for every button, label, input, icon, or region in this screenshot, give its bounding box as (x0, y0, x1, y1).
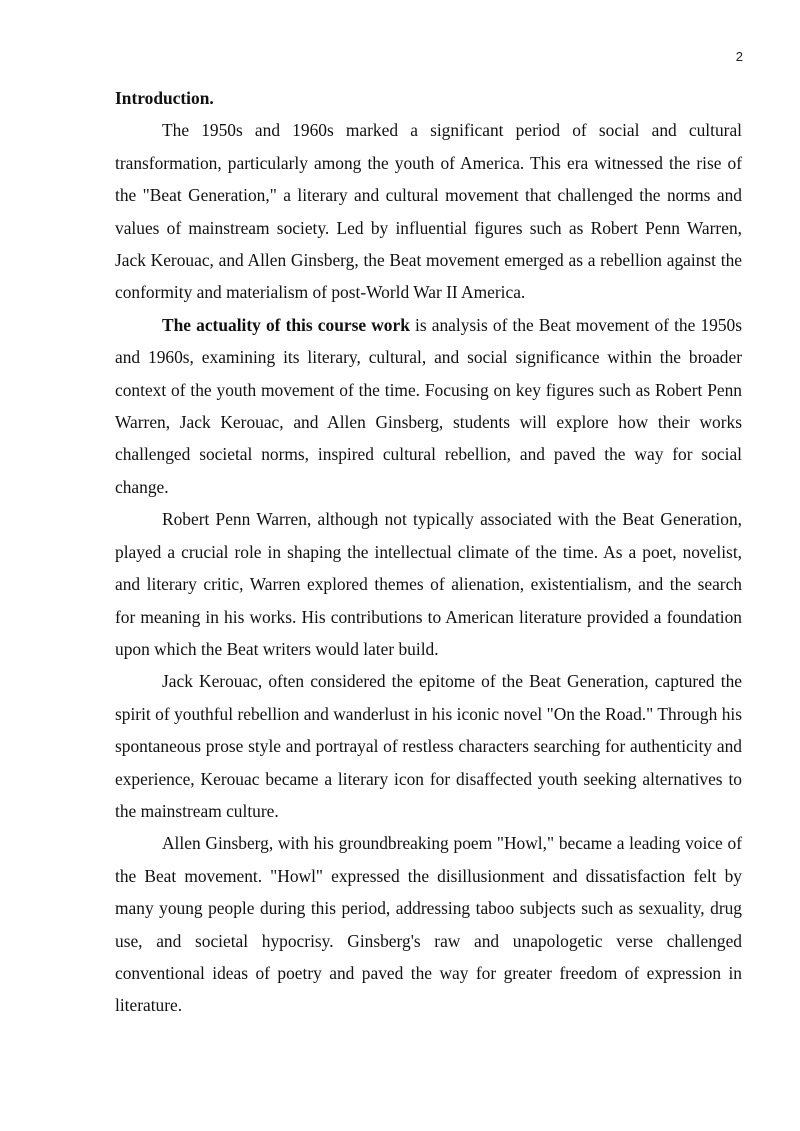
page-content (115, 82, 742, 1022)
paragraph-2-bold-lead: The actuality of this course work (162, 314, 410, 335)
section-heading: Introduction. (115, 88, 214, 108)
paragraph-1: The 1950s and 1960s marked a significant period of social and cultural transformation, particularly among the youth of America. This era witnessed the rise of the "Beat Generation," a literary and cultural movement that challenged the norms and values of mainstream society. Led by influential figures such as Robert Penn Warren, Jack Kerouac, and Allen Ginsberg, the Beat movement emerged as a rebellion against the conformity and materialism of post-World War II America. (115, 120, 742, 303)
page-number: 2 (735, 49, 743, 64)
paragraph-3: Robert Penn Warren, although not typically associated with the Beat Generation, played a crucial role in shaping the intellectual climate of the time. As a poet, novelist, and literary critic, Warren explored themes of alienation, existentialism, and the search for meaning in his works. His contributions to American literature provided a foundation upon which the Beat writers would later build. (115, 509, 742, 659)
paragraph-2-text: is analysis of the Beat movement of the 1950s and 1960s, examining its literary, cultural, and social significance within the broader context of the youth movement of the time. Focusing on key figures such as Robert Penn Warren, Jack Kerouac, and Allen Ginsberg, students will explore how their works challenged societal norms, inspired cultural rebellion, and paved the way for social change. (115, 314, 742, 497)
paragraph-5: Allen Ginsberg, with his groundbreaking poem "Howl," became a leading voice of the Beat movement. "Howl" expressed the disillusionment and dissatisfaction felt by many young people during this period, addressing taboo subjects such as sexuality, drug use, and societal hypocrisy. Ginsberg's raw and unapologetic verse challenged conventional ideas of poetry and paved the way for greater freedom of expression in literature. (115, 833, 742, 1016)
paragraph-2 (115, 309, 742, 503)
paragraph-4: Jack Kerouac, often considered the epitome of the Beat Generation, captured the spirit of youthful rebellion and wanderlust in his iconic novel "On the Road." Through his spontaneous prose style and portrayal of restless characters searching for authenticity and experience, Kerouac became a literary icon for disaffected youth seeking alternatives to the mainstream culture. (115, 671, 742, 821)
